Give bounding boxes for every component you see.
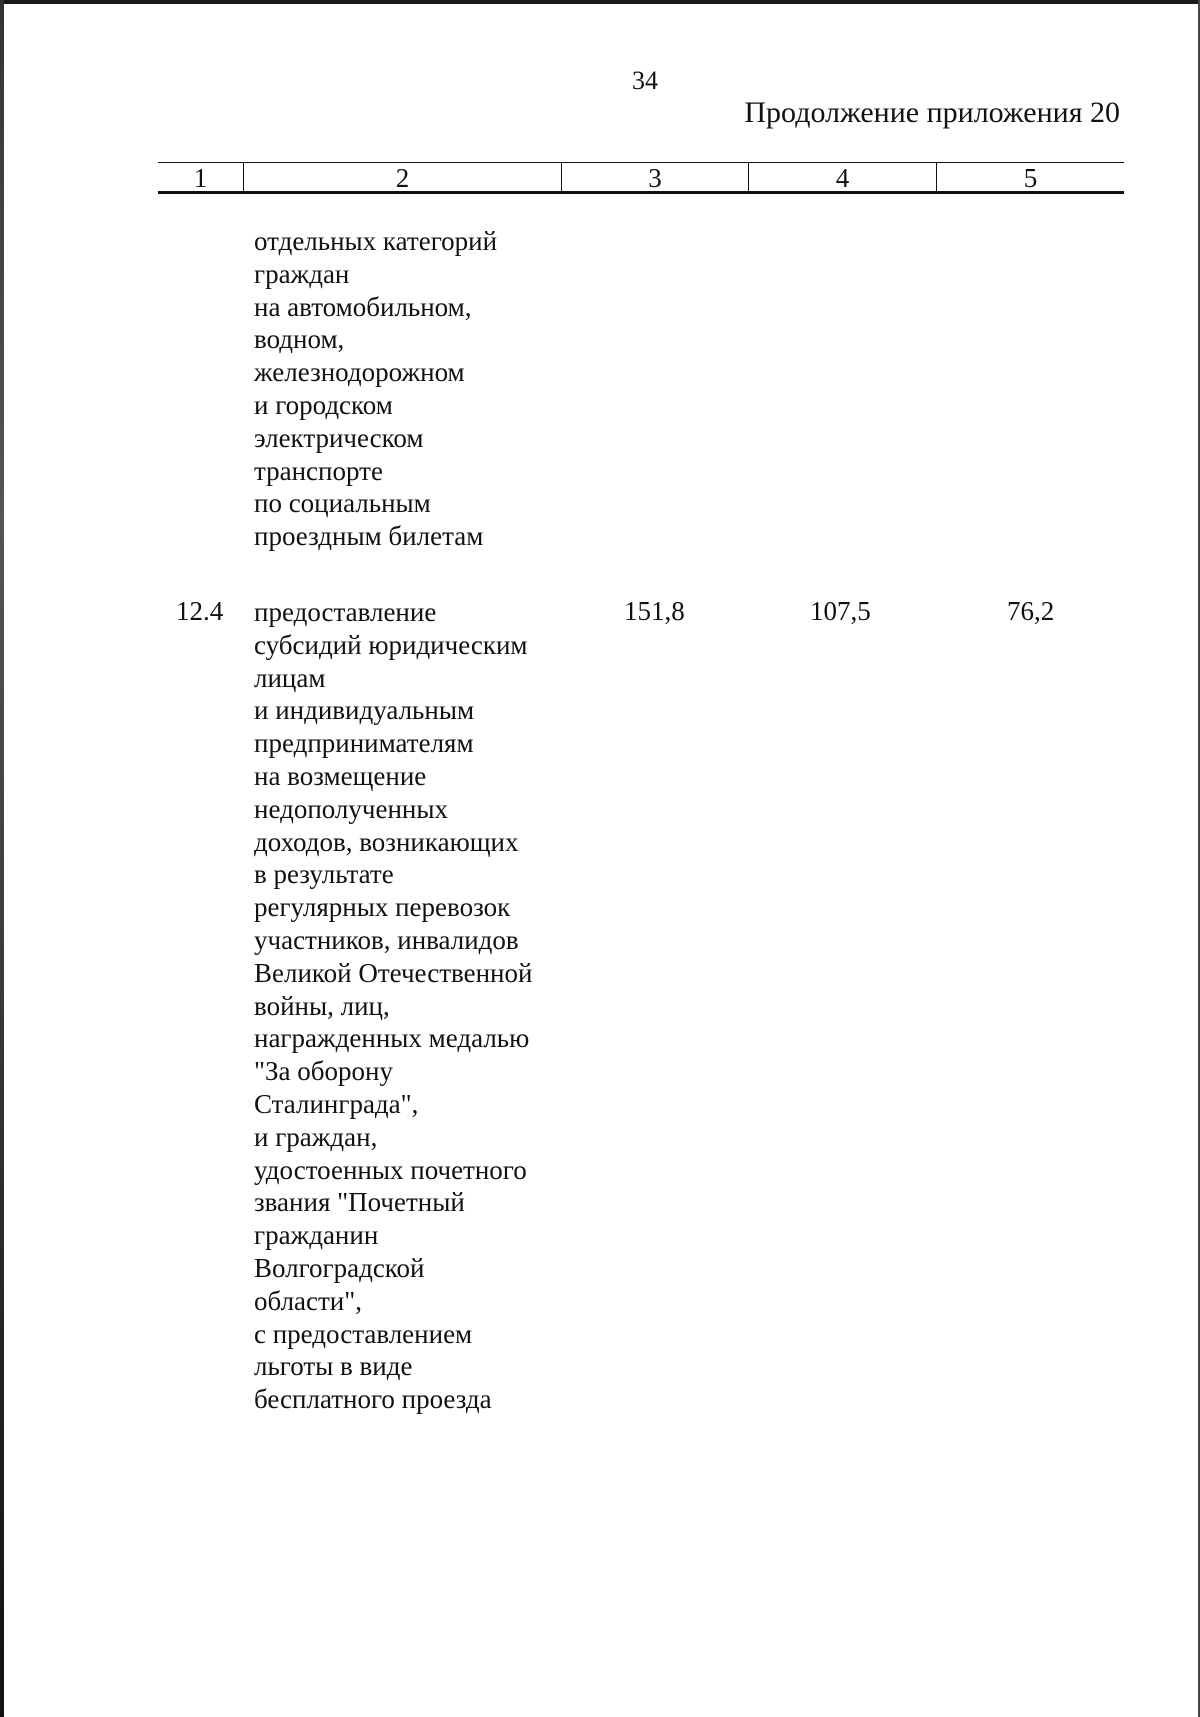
- text-line: участников, инвалидов: [254, 924, 519, 955]
- text-line: предпринимателям: [254, 728, 474, 759]
- text-line: отдельных категорий: [254, 226, 498, 256]
- text-line: Волгоградской: [254, 1252, 425, 1283]
- page-number: 34: [632, 66, 658, 95]
- scan-edge-top: [0, 0, 1200, 4]
- text-line: Сталинграда",: [254, 1088, 419, 1119]
- text-line: удостоенных почетного: [254, 1154, 527, 1185]
- header-col-1: 1: [158, 163, 244, 191]
- text-line: с предоставлением: [254, 1318, 473, 1349]
- header-col-5: 5: [1023, 163, 1038, 193]
- row-value-col5: 76,2: [1007, 596, 1055, 626]
- text-line: и городском: [254, 389, 393, 420]
- appendix-note: Продолжение приложения 20: [744, 96, 1120, 129]
- text-line: "За оборону: [254, 1056, 393, 1087]
- text-line: по социальным: [254, 488, 431, 519]
- text-line: транспорте: [254, 455, 383, 486]
- header-col-4: 4: [749, 163, 937, 191]
- text-line: льготы в виде: [254, 1351, 413, 1382]
- text-line: области",: [254, 1285, 363, 1316]
- text-line: на возмещение: [254, 760, 427, 791]
- scan-edge-left: [0, 0, 4, 1717]
- text-line: водном,: [254, 324, 345, 355]
- text-line: проездным билетам: [254, 521, 484, 552]
- text-line: доходов, возникающих: [254, 826, 519, 857]
- header-col-2: 2: [244, 163, 562, 191]
- text-line: недополученных: [254, 793, 448, 824]
- text-line: награжденных медалью: [254, 1023, 530, 1054]
- text-line: субсидий юридическим: [254, 629, 528, 660]
- row-value-col3: 151,8: [624, 596, 685, 626]
- row-description: [254, 596, 532, 1416]
- text-line: предоставление: [254, 597, 437, 627]
- text-line: и индивидуальным: [254, 695, 475, 726]
- text-line: бесплатного проезда: [254, 1384, 492, 1415]
- row-value-col4: 107,5: [810, 596, 871, 626]
- text-line: звания "Почетный: [254, 1187, 465, 1218]
- text-line: на автомобильном,: [254, 291, 472, 322]
- continuation-text: [254, 225, 497, 553]
- header-col-3: 3: [562, 163, 749, 191]
- text-line: электрическом: [254, 422, 424, 453]
- text-line: железнодорожном: [254, 357, 465, 388]
- text-line: граждан: [254, 258, 350, 289]
- text-line: регулярных перевозок: [254, 892, 511, 923]
- text-line: лицам: [254, 662, 326, 693]
- text-line: в результате: [254, 859, 394, 890]
- text-line: гражданин: [254, 1220, 379, 1251]
- text-line: Великой Отечественной: [254, 957, 533, 988]
- table-header: [158, 162, 1124, 194]
- text-line: войны, лиц,: [254, 990, 390, 1021]
- row-code: 12.4: [176, 596, 224, 626]
- text-line: и граждан,: [254, 1121, 378, 1152]
